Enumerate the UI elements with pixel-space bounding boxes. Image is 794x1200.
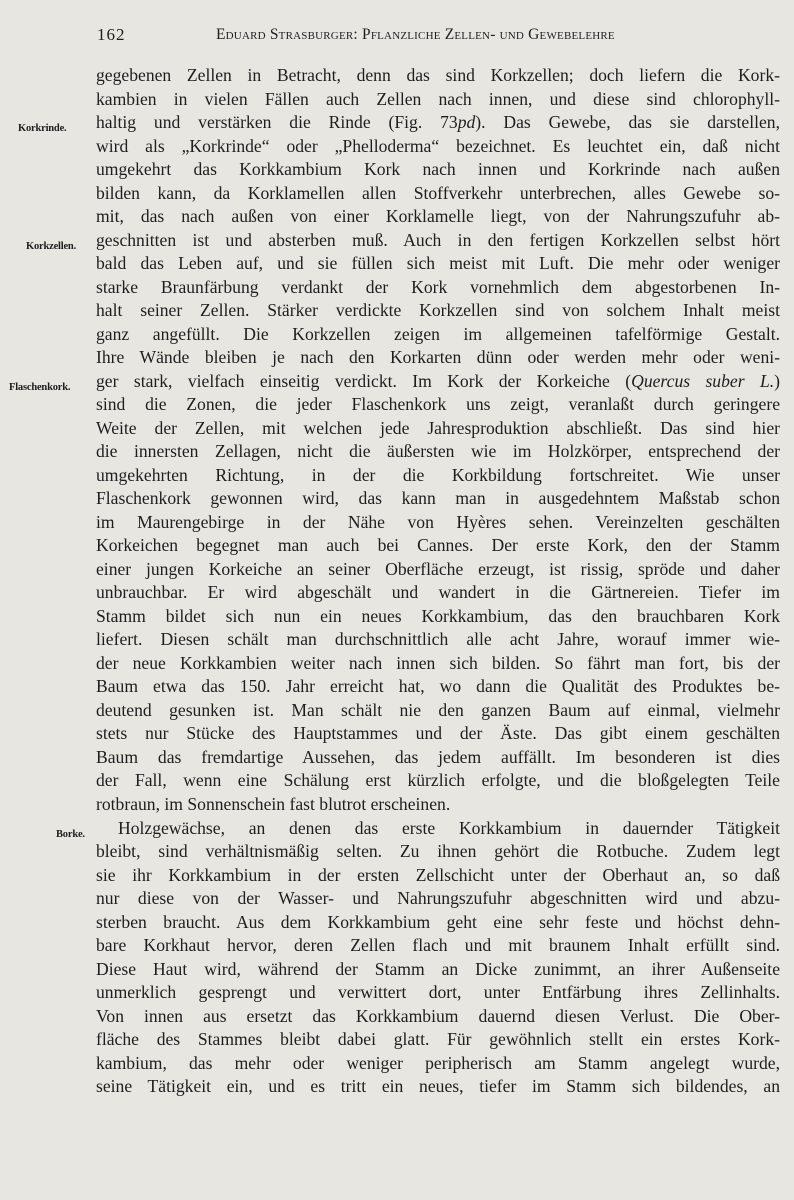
margin-note-korkrinde: Korkrinde.	[18, 123, 67, 134]
text-line: wird als „Korkrinde“ oder „Phelloderma“ bezeichnet. Es leuchtet ein, daß nicht	[96, 135, 780, 156]
text-line: der Fall, wenn eine Schälung erst kürzlich erfolgte, und die bloßgelegten Teile	[96, 770, 780, 791]
text-line: starke Braunfärbung verdankt der Kork vornehmlich dem abgestorbenen In-	[96, 276, 780, 297]
text-line: bare Korkhaut hervor, deren Zellen flach und mit braunem Inhalt erfüllt sind.	[96, 935, 780, 956]
text-line: fläche des Stammes bleibt dabei glatt. Für gewöhnlich stellt ein erstes Kork-	[96, 1029, 780, 1050]
text-line: Korkeichen begegnet man auch bei Cannes. Der erste Kork, den der Stamm	[96, 535, 780, 556]
text-line: unmerklich gesprengt und verwittert dort, unter Entfärbung ihres Zellinhalts.	[96, 982, 780, 1003]
running-head: Eduard Strasburger: Pflanzliche Zellen- und Gewebelehre	[216, 26, 615, 43]
text-line: ganz angefüllt. Die Korkzellen zeigen im allgemeinen tafelförmige Gestalt.	[96, 323, 780, 344]
text-line: einer jungen Korkeiche an seiner Oberfläche erzeugt, ist rissig, spröde und daher	[96, 558, 780, 579]
text-line: unbrauchbar. Er wird abgeschält und wandert in die Gärtnereien. Tiefer im	[96, 582, 780, 603]
text-line: Baum das fremdartige Aussehen, das jedem auffällt. Im besonderen ist dies	[96, 746, 780, 767]
text-line: Baum etwa das 150. Jahr erreicht hat, wo dann die Qualität des Produktes be-	[96, 676, 780, 697]
text-line: geschnitten ist und absterben muß. Auch in den fertigen Korkzellen selbst hört	[96, 229, 780, 250]
text-line: Weite der Zellen, mit welchen jede Jahresproduktion abschließt. Das sind hier	[96, 417, 780, 438]
text-line: im Maurengebirge in der Nähe von Hyères sehen. Vereinzelten geschälten	[96, 511, 780, 532]
text-line: mit, das nach außen von einer Korklamelle liegt, von der Nahrungszufuhr ab-	[96, 206, 780, 227]
text-line: kambien in vielen Fällen auch Zellen nach innen, und diese sind chlorophyll-	[96, 88, 780, 109]
margin-note-flaschenkork: Flaschenkork.	[9, 382, 71, 393]
text-line: haltig und verstärken die Rinde (Fig. 73pd). Das Gewebe, das sie darstellen,	[96, 112, 780, 133]
text-line: rotbraun, im Sonnenschein fast blutrot erscheinen.	[96, 793, 451, 814]
margin-note-korkzellen: Korkzellen.	[26, 241, 76, 252]
text-line: seine Tätigkeit ein, und es tritt ein neues, tiefer im Stamm sich bildendes, an	[96, 1076, 780, 1097]
text-line: sind die Zonen, die jeder Flaschenkork uns zeigt, veranlaßt durch geringere	[96, 394, 780, 415]
text-line: Ihre Wände bleiben je nach den Korkarten dünn oder werden mehr oder weni-	[96, 347, 780, 368]
text-line: sie ihr Korkkambium in der ersten Zellschicht unter der Oberhaut an, so daß	[96, 864, 780, 885]
text-line: Von innen aus ersetzt das Korkkambium dauernd diesen Verlust. Die Ober-	[96, 1005, 780, 1026]
text-line: ger stark, vielfach einseitig verdickt. Im Kork der Korkeiche (Quercus suber L.)	[96, 370, 780, 391]
text-line: Stamm bildet sich nun ein neues Korkkambium, das den brauchbaren Kork	[96, 605, 780, 626]
text-line: sterben braucht. Aus dem Korkkambium geht eine sehr feste und höchst dehn-	[96, 911, 780, 932]
text-line: bald das Leben auf, und sie füllen sich meist mit Luft. Die mehr oder weniger	[96, 253, 780, 274]
text-line: die innersten Zellagen, nicht die äußersten wie im Holzkörper, entsprechend der	[96, 441, 780, 462]
text-line: gegebenen Zellen in Betracht, denn das sind Korkzellen; doch liefern die Kork-	[96, 65, 780, 85]
text-line: nur diese von der Wasser- und Nahrungszufuhr abgeschnitten wird und abzu-	[96, 888, 780, 909]
text-line: Flaschenkork gewonnen wird, das kann man in ausgedehntem Maßstab schon	[96, 488, 780, 509]
text-line: kambium, das mehr oder weniger peripherisch am Stamm angelegt wurde,	[96, 1052, 780, 1073]
text-line: halt seiner Zellen. Stärker verdickte Korkzellen sind von solchem Inhalt meist	[96, 300, 780, 321]
text-line: umgekehrt das Korkkambium Kork nach innen und Korkrinde nach außen	[96, 159, 780, 180]
page-header	[0, 25, 794, 47]
text-line: deutend gesunken ist. Man schält nie den ganzen Baum auf einmal, vielmehr	[96, 699, 780, 720]
text-line: bilden kann, da Korklamellen allen Stoffverkehr unterbrechen, alles Gewebe so-	[96, 182, 780, 203]
body-text	[96, 64, 780, 1099]
text-line: Holzgewächse, an denen das erste Korkkambium in dauernder Tätigkeit	[118, 817, 780, 838]
margin-note-borke: Borke.	[56, 829, 85, 840]
text-line: umgekehrten Richtung, in der die Korkbildung fortschreitet. Wie unser	[96, 464, 780, 485]
text-line: Diese Haut wird, während der Stamm an Dicke zunimmt, an ihrer Außenseite	[96, 958, 780, 979]
text-line: der neue Korkkambien weiter nach innen sich bilden. So fährt man fort, bis der	[96, 652, 780, 673]
text-line: liefert. Diesen schält man durchschnittlich alle acht Jahre, worauf immer wie-	[96, 629, 780, 650]
text-line: stets nur Stücke des Hauptstammes und der Äste. Das gibt einem geschälten	[96, 723, 780, 744]
text-line: bleibt, sind verhältnismäßig selten. Zu ihnen gehört die Rotbuche. Zudem legt	[96, 841, 780, 862]
page-number: 162	[97, 25, 126, 44]
